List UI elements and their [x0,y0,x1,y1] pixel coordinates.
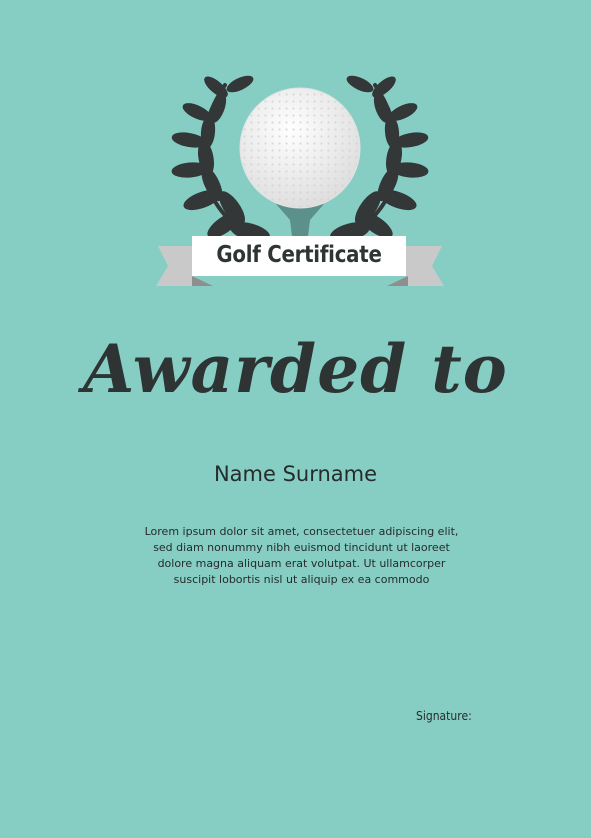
awarded-heading: Awarded to [83,330,508,408]
recipient-name: Name Surname [213,462,378,486]
banner-title: Golf Certificate [216,242,382,268]
description-text: Lorem ipsum dolor sit amet, consectetuer adipiscing elit, sed diam nonummy nibh euismod tincidunt ut laoreet dolore magna aliquam erat volutpat. Ut ullamcorper suscipit lobortis nisl ut aliquip ex ea commodo [144,525,459,586]
golf-tee-icon [276,204,324,236]
signature-label: Signature: [416,709,472,723]
golf-ball-icon [240,88,360,208]
